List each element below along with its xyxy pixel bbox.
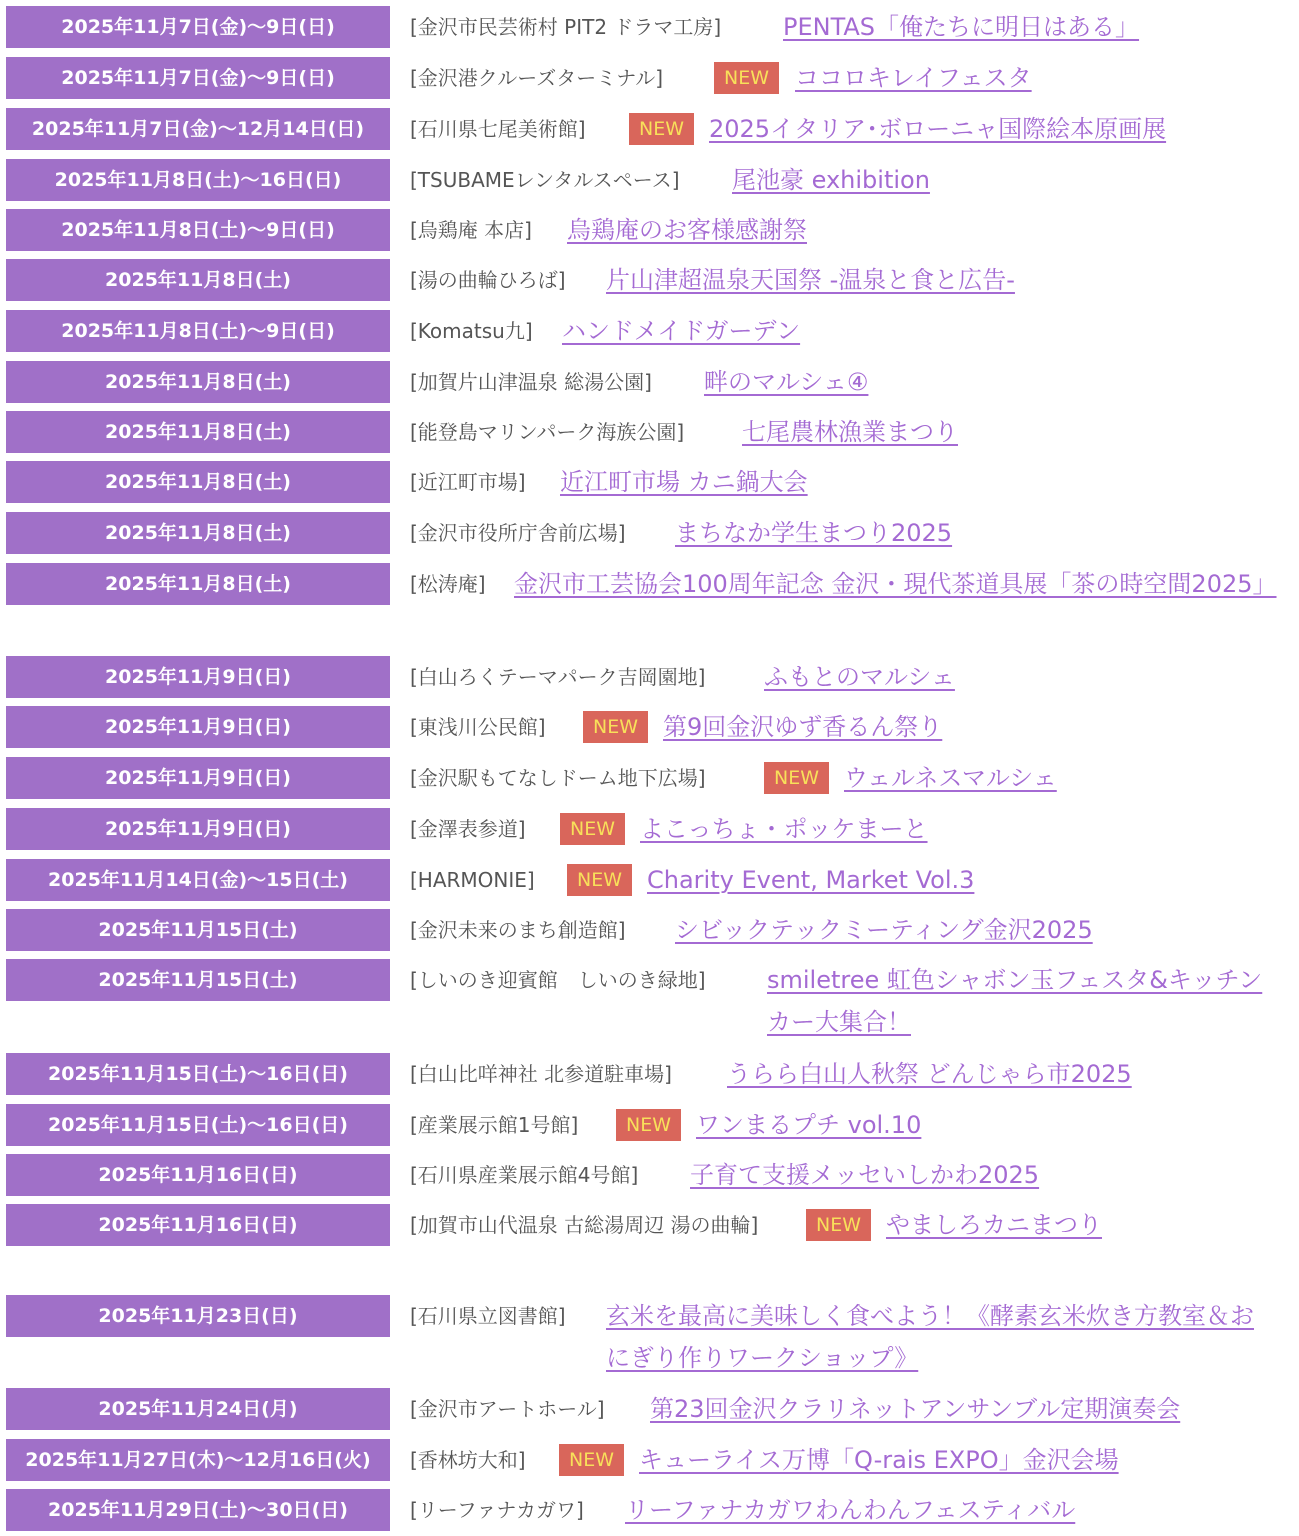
event-venue: [加賀片山津温泉 総湯公園] xyxy=(410,370,652,394)
event-venue: [石川県産業展示館4号館] xyxy=(410,1163,639,1187)
event-title-link[interactable]: 近江町市場 カニ鍋大会 xyxy=(560,468,808,496)
event-date: 2025年11月7日(金)〜9日(日) xyxy=(6,57,390,99)
event-venue: [金沢駅もてなしドーム地下広場] xyxy=(410,766,706,790)
event-title-link[interactable]: PENTAS「俺たちに明日はある」 xyxy=(783,13,1140,41)
event-venue: [加賀市山代温泉 古総湯周辺 湯の曲輪] xyxy=(410,1213,759,1237)
event-venue: [金沢未来のまち創造館] xyxy=(410,918,626,942)
event-date: 2025年11月8日(土) xyxy=(6,259,390,301)
event-title-link[interactable]: 金沢市工芸協会100周年記念 金沢・現代茶道具展「茶の時空間2025」 xyxy=(514,570,1277,598)
event-date: 2025年11月8日(土)〜9日(日) xyxy=(6,310,390,352)
event-title-link[interactable]: ココロキレイフェスタ xyxy=(795,64,1032,92)
event-date: 2025年11月8日(土) xyxy=(6,361,390,403)
new-badge: NEW xyxy=(560,813,625,845)
event-date: 2025年11月7日(金)〜9日(日) xyxy=(6,6,390,48)
event-title-link[interactable]: うらら白山人秋祭 どんじゃら市2025 xyxy=(727,1060,1132,1088)
event-date: 2025年11月9日(日) xyxy=(6,757,390,799)
new-badge: NEW xyxy=(559,1444,624,1476)
event-date: 2025年11月8日(土)〜9日(日) xyxy=(6,209,390,251)
event-date: 2025年11月15日(土)〜16日(日) xyxy=(6,1104,390,1146)
event-venue: [しいのき迎賓館 しいのき緑地] xyxy=(410,968,706,992)
event-venue: [湯の曲輪ひろば] xyxy=(410,268,566,292)
event-date: 2025年11月8日(土) xyxy=(6,563,390,605)
event-title-link[interactable]: ハンドメイドガーデン xyxy=(562,317,801,345)
event-venue: [白山ろくテーマパーク吉岡園地] xyxy=(410,665,706,689)
event-venue: [烏鶏庵 本店] xyxy=(410,218,532,242)
new-badge: NEW xyxy=(567,864,632,896)
event-venue: [金沢市アートホール] xyxy=(410,1397,605,1421)
event-title-link[interactable]: 畔のマルシェ④ xyxy=(704,368,869,396)
event-date: 2025年11月16日(日) xyxy=(6,1204,390,1246)
event-date: 2025年11月27日(木)〜12月16日(火) xyxy=(6,1439,390,1481)
event-venue: [石川県七尾美術館] xyxy=(410,117,586,141)
new-badge: NEW xyxy=(616,1109,681,1141)
event-venue: [HARMONIE] xyxy=(410,868,535,892)
event-date: 2025年11月9日(日) xyxy=(6,808,390,850)
event-venue: [近江町市場] xyxy=(410,470,526,494)
event-venue: [金沢港クルーズターミナル] xyxy=(410,66,664,90)
event-title-link[interactable]: シビックテックミーティング金沢2025 xyxy=(675,916,1093,944)
event-venue: [TSUBAMEレンタルスペース] xyxy=(410,168,680,192)
new-badge: NEW xyxy=(629,113,694,145)
event-title-link[interactable]: ワンまるプチ vol.10 xyxy=(696,1111,922,1139)
event-date: 2025年11月23日(日) xyxy=(6,1295,390,1337)
event-date: 2025年11月9日(日) xyxy=(6,656,390,698)
event-venue: [リーファナカガワ] xyxy=(410,1498,584,1522)
new-badge: NEW xyxy=(714,62,779,94)
event-venue: [能登島マリンパーク海族公園] xyxy=(410,420,685,444)
event-date: 2025年11月29日(土)〜30日(日) xyxy=(6,1489,390,1531)
event-title-link[interactable]: やましろカニまつり xyxy=(886,1211,1102,1239)
event-title-link[interactable]: Charity Event, Market Vol.3 xyxy=(647,866,975,894)
event-date: 2025年11月15日(土)〜16日(日) xyxy=(6,1053,390,1095)
event-date: 2025年11月7日(金)〜12月14日(日) xyxy=(6,108,390,150)
event-date: 2025年11月15日(土) xyxy=(6,909,390,951)
event-title-link[interactable]: 七尾農林漁業まつり xyxy=(742,418,958,446)
event-venue: [Komatsu九] xyxy=(410,319,533,343)
event-date: 2025年11月16日(日) xyxy=(6,1154,390,1196)
event-title-link[interactable]: 片山津超温泉天国祭 -温泉と食と広告- xyxy=(606,266,1015,294)
event-title-link[interactable]: smiletree 虹色シャボン玉フェスタ&キッチンカー大集合！ xyxy=(767,966,1263,1036)
event-title-link[interactable]: まちなか学生まつり2025 xyxy=(675,519,953,547)
event-title-link[interactable]: 玄米を最高に美味しく食べよう！《酵素玄米炊き方教室＆おにぎり作りワークショップ》 xyxy=(606,1302,1254,1372)
event-venue: [金澤表参道] xyxy=(410,817,526,841)
new-badge: NEW xyxy=(764,762,829,794)
event-title-link[interactable]: 第23回金沢クラリネットアンサンブル定期演奏会 xyxy=(650,1395,1181,1423)
event-title-link[interactable]: よこっちょ・ポッケまーと xyxy=(640,815,928,843)
event-title-link[interactable]: 2025イタリア･ボローニャ国際絵本原画展 xyxy=(709,115,1167,143)
event-venue: [白山比咩神社 北参道駐車場] xyxy=(410,1062,672,1086)
event-venue: [金沢市民芸術村 PIT2 ドラマ工房] xyxy=(410,15,722,39)
event-title-link[interactable]: 子育て支援メッセいしかわ2025 xyxy=(690,1161,1040,1189)
event-venue: [金沢市役所庁舎前広場] xyxy=(410,521,626,545)
event-title-link[interactable]: ふもとのマルシェ xyxy=(764,663,955,691)
event-date: 2025年11月9日(日) xyxy=(6,706,390,748)
event-title-link[interactable]: リーファナカガワわんわんフェスティバル xyxy=(625,1496,1076,1524)
event-date: 2025年11月14日(金)〜15日(土) xyxy=(6,859,390,901)
event-venue: [香林坊大和] xyxy=(410,1448,526,1472)
event-date: 2025年11月8日(土)〜16日(日) xyxy=(6,159,390,201)
new-badge: NEW xyxy=(583,711,648,743)
event-title-link[interactable]: 第9回金沢ゆず香るん祭り xyxy=(663,713,943,741)
new-badge: NEW xyxy=(806,1209,871,1241)
event-title-link[interactable]: キューライス万博「Q-rais EXPO」金沢会場 xyxy=(639,1446,1119,1474)
event-title-link[interactable]: 烏鶏庵のお客様感謝祭 xyxy=(567,216,807,244)
event-venue: [産業展示館1号館] xyxy=(410,1113,579,1137)
event-date: 2025年11月15日(土) xyxy=(6,959,390,1001)
event-title-link[interactable]: ウェルネスマルシェ xyxy=(844,764,1057,792)
event-date: 2025年11月8日(土) xyxy=(6,461,390,503)
event-title-link[interactable]: 尾池豪 exhibition xyxy=(732,166,930,194)
event-venue: [東浅川公民館] xyxy=(410,715,546,739)
event-date: 2025年11月24日(月) xyxy=(6,1388,390,1430)
event-venue: [松涛庵] xyxy=(410,572,486,596)
event-date: 2025年11月8日(土) xyxy=(6,411,390,453)
event-venue: [石川県立図書館] xyxy=(410,1304,566,1328)
event-date: 2025年11月8日(土) xyxy=(6,512,390,554)
